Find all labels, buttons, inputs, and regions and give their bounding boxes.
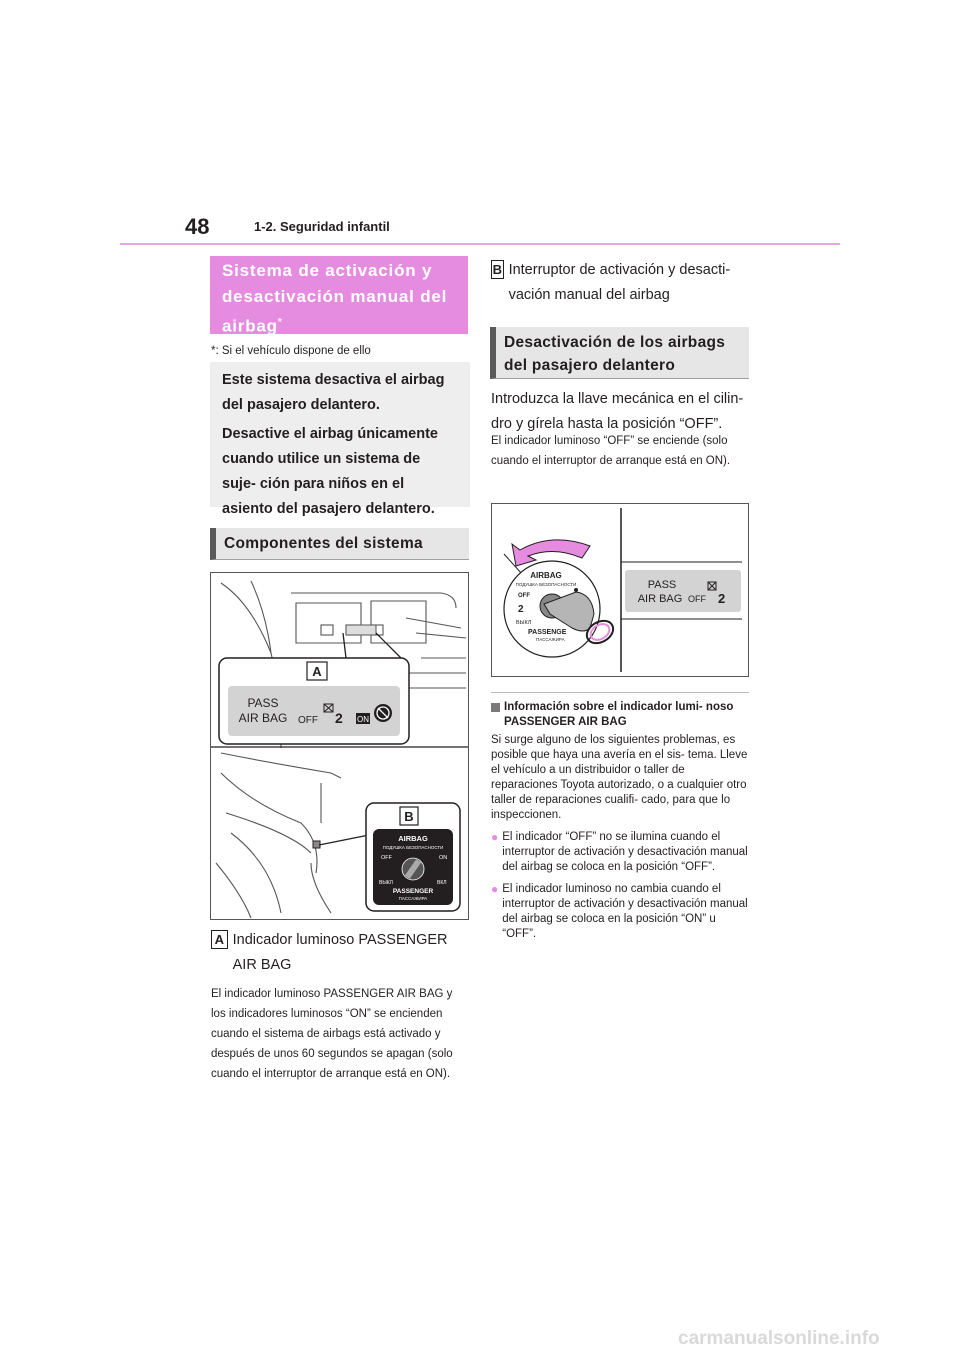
- info-heading: Información sobre el indicador lumi- noso PASSENGER AIR BAG: [504, 701, 734, 728]
- item-a-label: A: [211, 930, 228, 949]
- feature-title-line3: airbag: [222, 316, 278, 336]
- switch-ru-bottom-text: ПАССАЖИРА: [398, 896, 428, 901]
- intro-paragraph-1: Este sistema desactiva el airbag del pasajero delantero.: [222, 372, 445, 413]
- deactivation-instruction: Introduzca la llave mecánica en el cilin- dro y gírela hasta la posición “OFF”.: [491, 391, 744, 432]
- feature-title-box: [210, 256, 468, 334]
- switch-airbag-text: AIRBAG: [398, 834, 428, 843]
- fig2-off-text: OFF: [518, 593, 530, 599]
- switch-ru-top-text: ПОДУШКА БЕЗОПАСНОСТИ: [382, 845, 444, 850]
- info-bullet-1: [491, 830, 749, 875]
- switch-passenger-text: PASSENGER: [392, 888, 434, 895]
- key-turn-illustration: [492, 504, 748, 676]
- callout-b-label: B: [404, 809, 414, 824]
- intro-box: [210, 362, 470, 517]
- fig2-vykl-text: ВЫКЛ: [516, 620, 532, 626]
- info-square-icon: [491, 703, 500, 712]
- svg-text:2: 2: [518, 604, 524, 615]
- indicator-on-text: ON: [357, 715, 369, 724]
- fig2-ru-bottom-text: ПАССАЖИРА: [536, 637, 565, 642]
- svg-text:2: 2: [335, 710, 343, 726]
- callout-a-label: A: [312, 664, 322, 679]
- item-b: [491, 260, 749, 308]
- indicator-off-text: OFF: [298, 715, 318, 726]
- footnote-marker: *: [277, 317, 283, 328]
- page-number: 48: [185, 214, 210, 239]
- switch-off-text: OFF: [381, 855, 392, 861]
- fig2-passenger-text: PASSENGE: [528, 629, 567, 636]
- info-section: [491, 700, 749, 942]
- components-heading: Componentes del sistema: [210, 528, 469, 560]
- indicator-pass-text: PASS: [247, 696, 279, 710]
- components-figure: [210, 572, 469, 920]
- no-airbag-icon: [374, 704, 392, 722]
- switch-vykl-text: ВЫКЛ: [379, 880, 393, 886]
- fig2-ru-top-text: ПОДУШКА БЕЗОПАСНОСТИ: [515, 582, 577, 587]
- fig2-pass-text: PASS: [647, 579, 677, 591]
- info-bullet-2-text: El indicador luminoso no cambia cuando el interruptor de activación y desactivación manual del airbag se coloca en la posición “ON” u “OFF”.: [502, 883, 748, 940]
- header-rule: [120, 243, 840, 245]
- feature-title-line1: Sistema de activación y: [222, 261, 433, 280]
- info-bullet-2: [491, 882, 749, 942]
- item-a: [211, 930, 471, 1084]
- bullet-dot-icon: ●: [491, 882, 499, 896]
- bullet-dot-icon: ●: [491, 830, 499, 844]
- item-b-label: B: [492, 262, 502, 277]
- item-b-title: Interruptor de activación y desacti- vación manual del airbag: [508, 262, 731, 303]
- info-bullet-1-text: El indicador “OFF” no se ilumina cuando el interruptor de activación y desactivación manual del airbag se coloca en la posición “OFF”.: [502, 831, 748, 873]
- info-rule: [491, 692, 749, 693]
- intro-paragraph-2: Desactive el airbag únicamente cuando utilice un sistema de suje- ción para niños en el asiento del pasajero delantero.: [222, 426, 438, 517]
- switch-on-text: ON: [439, 855, 448, 861]
- switch-vkl-text: ВКЛ: [437, 880, 447, 886]
- info-text: Si surge alguno de los siguientes problemas, es posible que haya una avería en el sis- tema. Lleve el vehículo a un distribuidor o taller de reparaciones Toyota autorizado, o a cualquier otro taller de reparaciones cualifi- cado, para que lo inspeccionen.: [491, 734, 748, 821]
- components-illustration: [211, 573, 468, 919]
- svg-text:2: 2: [718, 591, 726, 606]
- fig2-airbag-text: AIRBAG: [530, 571, 562, 580]
- deactivation-heading: Desactivación de los airbags del pasajero delantero: [490, 327, 749, 379]
- footer-watermark[interactable]: carmanualsonline.info: [678, 1328, 880, 1349]
- item-a-title: Indicador luminoso PASSENGER AIR BAG: [232, 932, 448, 973]
- feature-title-line2: desactivación manual del: [222, 287, 448, 306]
- key-turn-figure: [491, 503, 749, 677]
- indicator-airbag-text: AIR BAG: [238, 711, 288, 725]
- fig2-indicator-off-text: OFF: [688, 594, 706, 604]
- section-title: 1-2. Seguridad infantil: [254, 219, 390, 234]
- fig2-airbag-indicator-text: AIR BAG: [637, 593, 683, 605]
- footnote: *: Si el vehículo dispone de ello: [211, 345, 371, 357]
- deactivation-note: El indicador luminoso “OFF” se enciende (solo cuando el interruptor de arranque está en ON).: [491, 435, 731, 467]
- item-a-text: El indicador luminoso PASSENGER AIR BAG y los indicadores luminosos “ON” se encienden cuando el sistema de airbags está activado y después de unos 60 segundos se apagan (solo cuando el interruptor de arranque está en ON).: [211, 988, 453, 1080]
